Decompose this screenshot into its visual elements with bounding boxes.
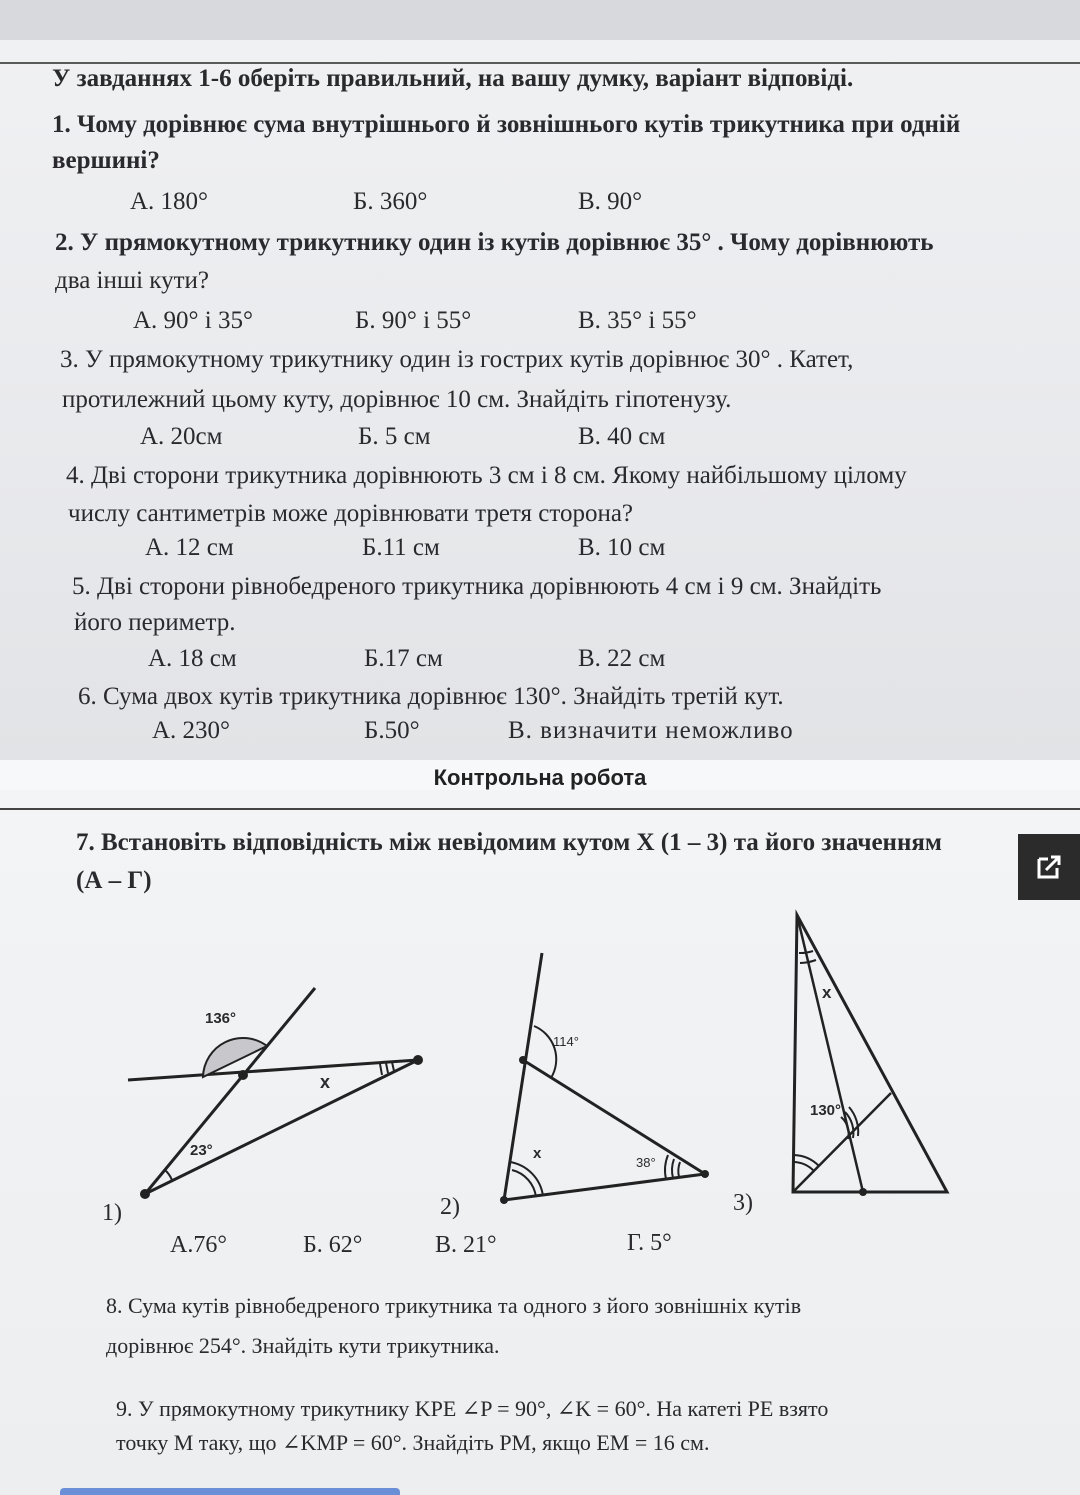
question-3-option-c[interactable]: В. 40 см xyxy=(578,423,666,450)
question-7-line-1: 7. Встановіть відповідність між невідомим кутом X (1 – 3) та його значенням xyxy=(76,829,942,856)
question-7-option-b[interactable]: Б. 62° xyxy=(303,1232,363,1258)
figure-2-line-extension xyxy=(504,953,542,1200)
external-link-icon xyxy=(1034,852,1064,882)
question-8-line-2: дорівнює 254°. Знайдіть кути трикутника. xyxy=(106,1333,500,1358)
figure-2-label-38: 38° xyxy=(636,1155,656,1170)
figure-1-angle-23-arc xyxy=(165,1170,172,1180)
question-3-line-1: 3. У прямокутному трикутнику один із гострих кутів дорівнює 30° . Катет, xyxy=(60,346,854,373)
question-1-line-1: 1. Чому дорівнює сума внутрішнього й зовнішнього кутів трикутника при одній xyxy=(52,111,961,138)
figure-2-label-x: x xyxy=(533,1145,542,1162)
question-6-option-b[interactable]: Б.50° xyxy=(364,717,420,744)
question-1-line-2: вершині? xyxy=(52,147,160,174)
figure-2-label-114: 114° xyxy=(553,1034,579,1049)
question-7-option-c[interactable]: В. 21° xyxy=(435,1232,497,1258)
question-2-option-c[interactable]: В. 35° і 55° xyxy=(578,307,697,334)
figure-3-number: 3) xyxy=(733,1190,753,1216)
figure-1-diagram xyxy=(120,980,430,1210)
figure-2-vertex-top xyxy=(519,1056,527,1064)
figure-3-cevian xyxy=(797,915,863,1192)
figure-2-vertex-right xyxy=(701,1170,709,1178)
question-4-option-c[interactable]: В. 10 см xyxy=(578,534,666,561)
test-title-banner: Контрольна робота xyxy=(0,760,1080,796)
figure-3-label-130: 130° xyxy=(810,1102,842,1119)
question-1-option-c[interactable]: В. 90° xyxy=(578,188,643,215)
top-bar xyxy=(0,0,1080,40)
figure-1-vertex-b xyxy=(238,1070,248,1080)
figure-2-diagram xyxy=(490,948,720,1208)
question-7-option-a[interactable]: А.76° xyxy=(170,1232,227,1258)
question-3-line-2: протилежний цьому куту, дорівнює 10 см. Знайдіть гіпотенузу. xyxy=(62,386,732,413)
instruction-text: У завданнях 1-6 оберіть правильний, на вашу думку, варіант відповіді. xyxy=(52,65,854,92)
question-9-line-2: точку M таку, що ∠KMP = 60°. Знайдіть PM, якщо EM = 16 см. xyxy=(116,1430,710,1455)
question-1-option-a[interactable]: А. 180° xyxy=(130,188,209,215)
figure-1-line-lower xyxy=(145,1060,418,1194)
question-2-line-2: два інші кути? xyxy=(55,267,210,294)
question-2-line-1: 2. У прямокутному трикутнику один із кутів дорівнює 35° . Чому дорівнюють xyxy=(55,229,934,256)
question-7-option-d[interactable]: Г. 5° xyxy=(627,1230,672,1256)
figure-2-angle-x-arcs xyxy=(510,1162,543,1197)
figure-2-number: 2) xyxy=(440,1194,460,1220)
question-4-line-1: 4. Дві сторони трикутника дорівнюють 3 см і 8 см. Якому найбільшому цілому xyxy=(66,462,907,489)
figure-1-label-136: 136° xyxy=(205,1010,237,1027)
question-6-option-a[interactable]: А. 230° xyxy=(152,717,231,744)
figure-1-label-23: 23° xyxy=(190,1142,213,1159)
question-5-line-1: 5. Дві сторони рівнобедреного трикутника дорівнюють 4 см і 9 см. Знайдіть xyxy=(72,573,882,600)
figure-2-side-top xyxy=(523,1060,705,1174)
figure-3-label-x: x xyxy=(822,983,832,1002)
bottom-scroll-indicator xyxy=(60,1488,400,1495)
figure-1-label-x: x xyxy=(320,1072,331,1092)
question-2-option-a[interactable]: А. 90° і 35° xyxy=(133,307,253,334)
figure-2-vertex-left xyxy=(500,1196,508,1204)
figure-1-vertex-a xyxy=(140,1189,150,1199)
question-3-option-b[interactable]: Б. 5 см xyxy=(358,423,431,450)
figure-3-diagram xyxy=(785,905,960,1205)
question-4-line-2: числу сантиметрів може дорівнювати третя сторона? xyxy=(68,500,634,527)
question-5-option-a[interactable]: А. 18 см xyxy=(148,645,237,672)
question-6-line-1: 6. Сума двох кутів трикутника дорівнює 130°. Знайдіть третій кут. xyxy=(78,683,784,710)
question-1-option-b[interactable]: Б. 360° xyxy=(353,188,428,215)
question-5-option-c[interactable]: В. 22 см xyxy=(578,645,666,672)
question-3-option-a[interactable]: А. 20см xyxy=(140,423,223,450)
share-button[interactable] xyxy=(1018,834,1080,900)
figure-1-number: 1) xyxy=(102,1200,122,1226)
question-4-option-a[interactable]: А. 12 см xyxy=(145,534,234,561)
figure-1-line-horizontal xyxy=(128,1060,418,1080)
question-2-option-b[interactable]: Б. 90° і 55° xyxy=(355,307,472,334)
figure-1-vertex-c xyxy=(413,1055,423,1065)
banner-rule xyxy=(0,808,1080,810)
question-8-line-1: 8. Сума кутів рівнобедреного трикутника та одного з його зовнішніх кутів xyxy=(106,1293,802,1318)
question-5-line-2: його периметр. xyxy=(74,609,236,636)
figure-3-triangle xyxy=(793,915,947,1192)
question-6-option-c[interactable]: В. визначити неможливо xyxy=(508,717,794,744)
question-4-option-b[interactable]: Б.11 см xyxy=(362,534,440,561)
question-7-line-2: (А – Г) xyxy=(76,867,152,894)
question-9-line-1: 9. У прямокутному трикутнику KPE ∠P = 90°, ∠K = 60°. На катеті PE взято xyxy=(116,1396,829,1421)
figure-3-vertex-foot xyxy=(859,1188,867,1196)
question-5-option-b[interactable]: Б.17 см xyxy=(364,645,443,672)
